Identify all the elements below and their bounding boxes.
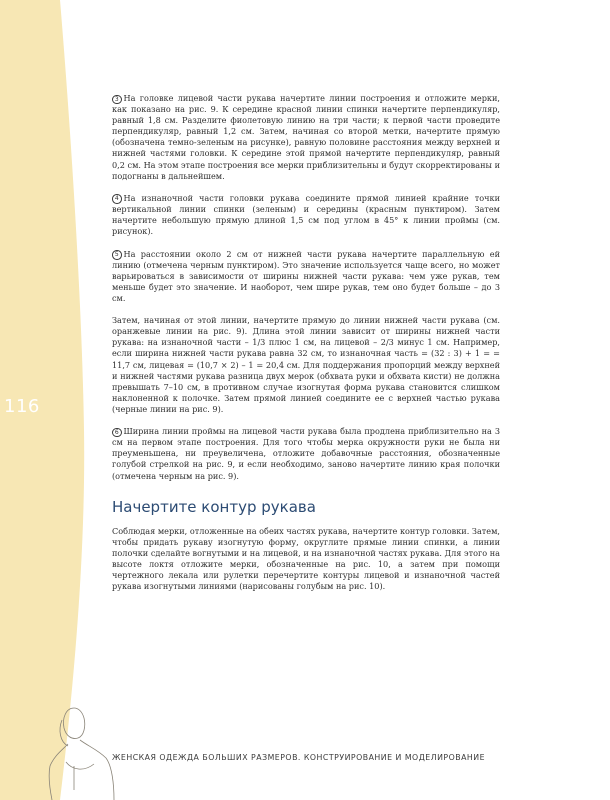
paragraph-text: На головке лицевой части рукава начертите линии построения и отложите мерки, как показано на рис. 9. К середине красной линии спинки начертите перпендикуляр, равный 1,8 см. Разделите фиолетовую линию на три части; к первой части проведите перпендикуляр, равный 1,2 см. Затем, начиная со второй метки, начертите прямую (обозначена темно-зеленым на рисунке), равную половине расстояния между верхней и нижней частями головки. К середине этой прямой начертите перпендикуляр, равный 0,2 см. На этом этапе построения все мерки приблизительны и будут скорректированы и подогнаны в дальнейшем. (112, 93, 500, 181)
page-number: 116 (4, 396, 40, 417)
step-marker-6: 6 (112, 428, 122, 438)
document-body (112, 93, 500, 603)
paragraph-text: Ширина линии проймы на лицевой части рукава была продлена приблизительно на 3 см на первом этапе построения. Для того чтобы мерка окружности руки не была ни преуменьшена, ни преувеличена, отложите добавочные расстояния, обозначенные голубой стрелкой на рис. 9, и если необходимо, заново начертите линию края полочки (отмечена черным на рис. 9). (112, 426, 500, 481)
paragraph-4 (112, 193, 500, 237)
step-marker-5: 5 (112, 250, 122, 260)
section-title: Начертите контур рукава (112, 497, 316, 516)
running-footer: ЖЕНСКАЯ ОДЕЖДА БОЛЬШИХ РАЗМЕРОВ. КОНСТРУИРОВАНИЕ И МОДЕЛИРОВАНИЕ (112, 753, 486, 762)
paragraph-text: На расстоянии около 2 см от нижней части рукава начертите параллельную ей линию (отмечена черным пунктиром). Это значение используется чаще всего, но может варьироваться в зависимости от ширины нижней части рукава: чем уже рукав, тем меньше будет это значение. И наоборот, чем шире рукав, тем оно будет больше – до 3 см. (112, 248, 500, 303)
paragraph-5-continued (112, 315, 500, 415)
section-paragraph: Соблюдая мерки, отложенные на обеих частях рукава, начертите контур головки. Затем, чтобы придать рукаву изогнутую форму, округлите прямые линии спинки, а линии полочки сделайте вогнутыми и на лицевой, и на изнаночной частях рукава. Для этого на высоте локтя отложите мерки, обозначенные на рис. 10, а затем при помощи чертежного лекала или рулетки перечертите контуры лицевой и изнаночной частей рукава изогнутыми линиями (нарисованы голубым на рис. 10). (112, 525, 500, 592)
paragraph-3 (112, 93, 500, 182)
paragraph-5 (112, 249, 500, 304)
paragraph-6 (112, 426, 500, 481)
paragraph-text: На изнаночной части головки рукава соедините прямой линией крайние точки вертикальной линии спинки (зеленым) и середины (красным пунктиром). Затем начертите небольшую прямую длиной 1,5 см под углом в 45° к линии проймы (см. рисунок). (112, 192, 500, 237)
woman-sketch-icon (44, 700, 116, 800)
step-marker-4: 4 (112, 194, 122, 204)
step-marker-3: 3 (112, 95, 122, 105)
paragraph-text: Затем, начиная от этой линии, начертите прямую до линии нижней части рукава (см. оранжевые линии на рис. 9). Длина этой линии зависит от ширины нижней части рукава: на изнаночной части – 1/3 плюс 1 см, на лицевой – 2/3 минус 1 см. Например, если ширина нижней части рукава равна 32 см, то изнаночная часть = (32 : 3) + 1 = = 11,7 см, лицевая = (10,7 × 2) – 1 = 20,4 см. Для поддержания пропорций между верхней и нижней частями рукава разница двух мерок (обхвата руки и обхвата кисти) не должна превышать 7–10 см, в противном случае изогнутая форма рукава становится слишком наклоненной к полочке. Затем прямой линией соедините ее с верхней частью рукава (черные линии на рис. 9). (112, 315, 500, 414)
